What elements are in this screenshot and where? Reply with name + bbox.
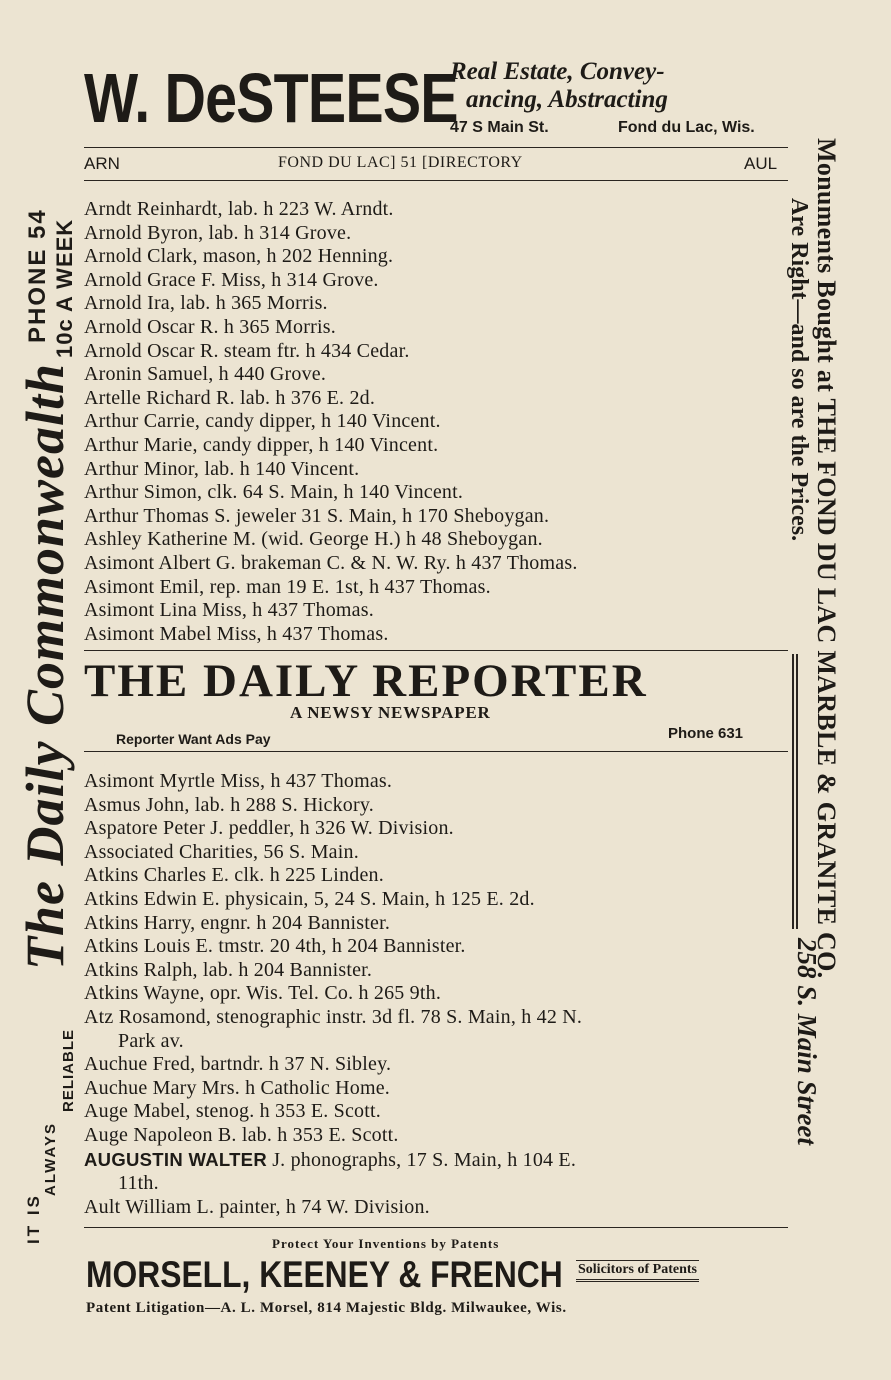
entry-details: Wayne, opr. Wis. Tel. Co. h 265 9th. bbox=[143, 982, 442, 1005]
directory-entry bbox=[84, 864, 790, 888]
entry-surname: Arndt bbox=[84, 198, 132, 220]
entry-surname: Arthur bbox=[84, 457, 139, 480]
entry-details: Richard R. lab. h 376 E. 2d. bbox=[146, 386, 376, 409]
directory-entry bbox=[84, 1030, 790, 1054]
entry-surname: Atkins bbox=[84, 958, 139, 981]
entry-surname: Atkins bbox=[84, 982, 139, 1005]
entry-details: Oscar R. steam ftr. h 434 Cedar. bbox=[147, 339, 410, 362]
right-margin-line2: Are Right—and so are the Prices. bbox=[786, 198, 812, 542]
bottom-ad-top: Protect Your Inventions by Patents bbox=[272, 1236, 500, 1251]
entry-surname: Asimont bbox=[84, 599, 155, 622]
entry-surname: Associated bbox=[84, 840, 174, 863]
right-margin-line1: Monuments Bought at THE FOND DU LAC MARBLE & GRANITE CO. bbox=[812, 138, 841, 979]
divider bbox=[84, 180, 788, 181]
top-ad-address: 47 S Main St. bbox=[450, 119, 549, 136]
directory-entry bbox=[84, 1196, 790, 1220]
header-right: AUL bbox=[744, 154, 778, 173]
entry-surname: Arnold bbox=[84, 339, 142, 362]
entry-details: John, lab. h 288 S. Hickory. bbox=[145, 793, 374, 816]
entry-details: Edwin E. physicain, 5, 24 S. Main, h 125 E. 2d. bbox=[143, 887, 535, 910]
directory-entry bbox=[84, 1124, 790, 1148]
entry-surname: Atz bbox=[84, 1005, 114, 1028]
left-margin-reliable: RELIABLE bbox=[60, 1029, 77, 1112]
entry-surname: Atkins bbox=[84, 887, 139, 910]
divider bbox=[84, 751, 788, 752]
entry-details: Oscar R. h 365 Morris. bbox=[147, 315, 336, 338]
entry-surname: Atkins bbox=[84, 935, 139, 958]
entry-surname: Arnold bbox=[84, 221, 142, 244]
directory-entry bbox=[84, 623, 790, 647]
directory-entry bbox=[84, 434, 790, 458]
directory-entry bbox=[84, 1100, 790, 1124]
divider bbox=[84, 147, 788, 148]
divider bbox=[84, 650, 788, 651]
middle-ad-title: THE DAILY REPORTER bbox=[84, 655, 648, 707]
directory-entry bbox=[84, 1077, 790, 1101]
header-center: FOND DU LAC] 51 [DIRECTORY bbox=[278, 154, 523, 171]
entry-details: Myrtle Miss, h 437 Thomas. bbox=[159, 770, 393, 792]
entry-surname: Auge bbox=[84, 1100, 129, 1123]
top-ad-line2: ancing, Abstracting bbox=[466, 86, 668, 113]
middle-ad-subtitle: A NEWSY NEWSPAPER bbox=[290, 703, 491, 722]
directory-entry bbox=[84, 959, 790, 983]
entry-details: Charles E. clk. h 225 Linden. bbox=[143, 864, 384, 887]
entry-surname: Auchue bbox=[84, 1076, 148, 1099]
entry-details: Louis E. tmstr. 20 4th, h 204 Bannister. bbox=[143, 935, 466, 958]
entry-surname: Asimont bbox=[84, 770, 155, 792]
directory-entry bbox=[84, 817, 790, 841]
entry-surname: Asmus bbox=[84, 793, 141, 816]
entry-surname: Asimont bbox=[84, 551, 155, 574]
directory-entry bbox=[84, 935, 790, 959]
entry-surname: AUGUSTIN WALTER bbox=[84, 1148, 267, 1170]
directory-entry bbox=[84, 222, 790, 246]
entry-surname: Asimont bbox=[84, 575, 155, 598]
bottom-ad-name: MORSELL, KEENEY & FRENCH bbox=[86, 1254, 563, 1295]
directory-entry bbox=[84, 458, 790, 482]
left-margin-paper: The Daily Commonwealth bbox=[15, 362, 75, 970]
entry-details: Byron, lab. h 314 Grove. bbox=[147, 221, 352, 244]
entry-details: Ira, lab. h 365 Morris. bbox=[147, 292, 328, 315]
entry-surname: Ashley bbox=[84, 528, 142, 551]
entry-surname: Ault bbox=[84, 1195, 121, 1218]
top-ad-name: W. DeSTEESE bbox=[84, 59, 458, 137]
top-ad-line1: Real Estate, Convey- bbox=[450, 58, 665, 85]
left-margin-always: ALWAYS bbox=[42, 1122, 59, 1196]
vertical-rule bbox=[792, 654, 794, 929]
directory-entry bbox=[84, 363, 790, 387]
directory-entry bbox=[84, 340, 790, 364]
divider bbox=[84, 1227, 788, 1228]
bottom-ad-bottom: Patent Litigation—A. L. Morsel, 814 Majestic Bldg. Milwaukee, Wis. bbox=[86, 1300, 567, 1316]
directory-entry bbox=[84, 269, 790, 293]
entry-surname: Asimont bbox=[84, 622, 155, 645]
entry-details: 11th. bbox=[118, 1172, 159, 1195]
entry-surname: Arthur bbox=[84, 433, 139, 456]
directory-entry bbox=[84, 794, 790, 818]
entry-details: Emil, rep. man 19 E. 1st, h 437 Thomas. bbox=[159, 575, 491, 598]
entry-details: Marie, candy dipper, h 140 Vincent. bbox=[143, 433, 439, 456]
entry-details: Rosamond, stenographic instr. 3d fl. 78 S. Main, h 42 N. bbox=[118, 1005, 583, 1028]
bottom-ad-solicitors: Solicitors of Patents bbox=[576, 1260, 699, 1282]
directory-entry bbox=[84, 1006, 790, 1030]
vertical-rule bbox=[796, 654, 798, 929]
entry-surname: Arnold bbox=[84, 268, 142, 291]
entry-surname: Atkins bbox=[84, 911, 139, 934]
entry-surname: Auge bbox=[84, 1123, 129, 1146]
entry-details: Samuel, h 440 Grove. bbox=[147, 363, 327, 386]
entry-details: Ralph, lab. h 204 Bannister. bbox=[143, 958, 373, 981]
entry-details: Mabel Miss, h 437 Thomas. bbox=[159, 622, 389, 645]
entry-details: Harry, engnr. h 204 Bannister. bbox=[143, 911, 391, 934]
directory-entry bbox=[84, 505, 790, 529]
entry-details: Napoleon B. lab. h 353 E. Scott. bbox=[133, 1123, 399, 1146]
entry-details: Mabel, stenog. h 353 E. Scott. bbox=[133, 1100, 381, 1123]
entry-surname: Aronin bbox=[84, 363, 142, 386]
entry-details: Charities, 56 S. Main. bbox=[178, 840, 359, 863]
entry-surname: Atkins bbox=[84, 864, 139, 887]
entry-surname: Arthur bbox=[84, 410, 139, 433]
directory-list-2 bbox=[84, 770, 790, 1219]
entry-details: Peter J. peddler, h 326 W. Division. bbox=[163, 817, 454, 840]
directory-entry bbox=[84, 912, 790, 936]
directory-entry bbox=[84, 1172, 790, 1196]
entry-details: Katherine M. (wid. George H.) h 48 Sheboygan. bbox=[147, 528, 543, 551]
directory-entry bbox=[84, 841, 790, 865]
entry-details: Park av. bbox=[118, 1029, 184, 1052]
entry-surname: Arthur bbox=[84, 504, 139, 527]
directory-entry bbox=[84, 528, 790, 552]
entry-surname: Artelle bbox=[84, 386, 141, 409]
entry-details: Simon, clk. 64 S. Main, h 140 Vincent. bbox=[143, 481, 464, 504]
entry-surname: Arnold bbox=[84, 292, 142, 315]
directory-entry bbox=[84, 770, 790, 794]
top-ad-city: Fond du Lac, Wis. bbox=[618, 119, 755, 136]
directory-entry bbox=[84, 387, 790, 411]
left-margin-price: 10c A WEEK bbox=[52, 218, 77, 358]
directory-entry bbox=[84, 481, 790, 505]
entry-surname: Aspatore bbox=[84, 817, 158, 840]
directory-list-1 bbox=[84, 198, 790, 646]
directory-entry bbox=[84, 552, 790, 576]
left-margin-phone: PHONE 54 bbox=[24, 208, 51, 343]
entry-surname: Auchue bbox=[84, 1053, 148, 1076]
directory-entry bbox=[84, 245, 790, 269]
directory-entry bbox=[84, 1148, 790, 1173]
middle-ad-right: Phone 631 bbox=[668, 725, 744, 742]
entry-details: Minor, lab. h 140 Vincent. bbox=[143, 457, 360, 480]
directory-entry bbox=[84, 410, 790, 434]
right-margin-street: 258 S. Main Street bbox=[792, 938, 822, 1146]
entry-details: Carrie, candy dipper, h 140 Vincent. bbox=[143, 410, 441, 433]
directory-entry bbox=[84, 292, 790, 316]
header-left: ARN bbox=[84, 154, 120, 173]
entry-details: Mary Mrs. h Catholic Home. bbox=[152, 1076, 390, 1099]
entry-details: Lina Miss, h 437 Thomas. bbox=[159, 599, 374, 622]
entry-details: J. phonographs, 17 S. Main, h 104 E. bbox=[272, 1148, 577, 1171]
directory-entry bbox=[84, 316, 790, 340]
entry-surname: Arnold bbox=[84, 315, 142, 338]
entry-surname: Arnold bbox=[84, 245, 142, 268]
entry-details: Albert G. brakeman C. & N. W. Ry. h 437 Thomas. bbox=[158, 551, 578, 574]
directory-entry bbox=[84, 888, 790, 912]
directory-entry bbox=[84, 599, 790, 623]
entry-surname: Arthur bbox=[84, 481, 139, 504]
entry-details: Reinhardt, lab. h 223 W. Arndt. bbox=[136, 198, 394, 220]
entry-details: Clark, mason, h 202 Henning. bbox=[147, 245, 394, 268]
directory-entry bbox=[84, 576, 790, 600]
left-margin-it-is: IT IS bbox=[24, 1193, 43, 1244]
directory-entry bbox=[84, 1053, 790, 1077]
directory-entry bbox=[84, 198, 790, 222]
entry-details: Thomas S. jeweler 31 S. Main, h 170 Sheboygan. bbox=[143, 504, 550, 527]
directory-entry bbox=[84, 982, 790, 1006]
entry-details: Fred, bartndr. h 37 N. Sibley. bbox=[152, 1053, 392, 1076]
entry-details: William L. painter, h 74 W. Division. bbox=[125, 1195, 430, 1218]
middle-ad-left: Reporter Want Ads Pay bbox=[116, 731, 271, 747]
entry-details: Grace F. Miss, h 314 Grove. bbox=[147, 268, 379, 291]
